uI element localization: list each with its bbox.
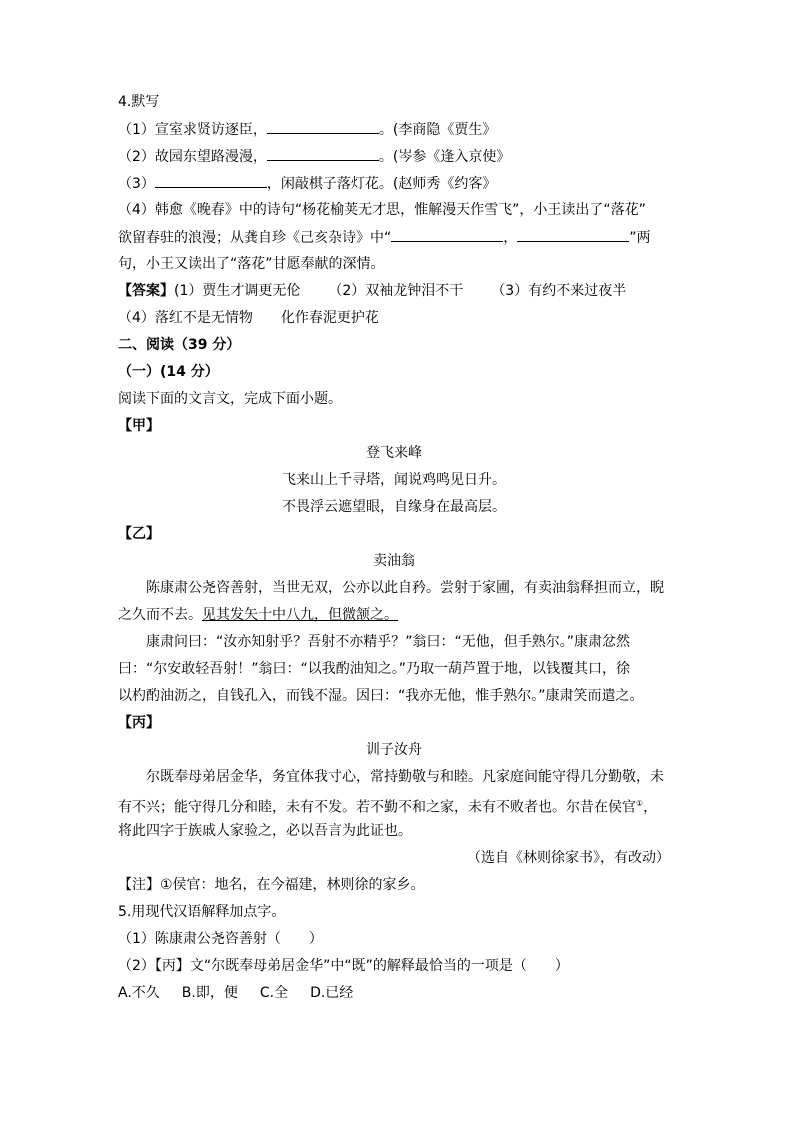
q4-item-3-source: ，闲敲棋子落灯花。(赵师秀《约客》	[266, 176, 497, 192]
answer-blank[interactable]	[155, 173, 267, 188]
q4-item-1	[118, 119, 496, 140]
answer-1: (1）贾生才调更无伦	[174, 283, 301, 299]
q4-item-4-line-1: （4）韩愈《晚春》中的诗句“杨花榆荚无才思，惟解漫天作雪飞”，小王读出了“落花”	[118, 202, 646, 218]
poem-line-1: 飞来山上千寻塔，闻说鸡鸣见日升。	[282, 472, 506, 488]
q5-title: 5.用现代汉语解释加点字。	[118, 904, 286, 920]
q4-item-4-suffix: ”两	[629, 230, 651, 246]
answer-label: 【答案】	[118, 283, 174, 299]
option-c[interactable]: C.全	[259, 985, 289, 1001]
answer-5: 化作春泥更护花	[280, 310, 379, 326]
q4-item-2-prefix: （2）故园东望路漫漫，	[118, 149, 267, 165]
q5-options	[118, 983, 353, 1003]
option-a[interactable]: A.不久	[118, 985, 160, 1001]
footnote: 【注】①侯官：地名，在今福建，林则徐的家乡。	[118, 877, 425, 893]
bing-label: 【丙】	[118, 715, 160, 731]
bing-p1-text: 有不兴；能守得几分和睦，未有不发。若不勤不和之家，未有不败者也。尔昔在侯官	[118, 799, 636, 816]
answer-blank[interactable]	[517, 227, 629, 242]
source-citation: （选自《林则徐家书》，有改动）	[467, 850, 670, 866]
answer-blank[interactable]	[391, 227, 503, 242]
yi-p1-text: 之久而不去。	[118, 607, 202, 623]
q4-item-4-line-3: 句，小王又读出了“落花”甘愿奉献的深情。	[118, 256, 385, 272]
answer-blank[interactable]	[267, 146, 379, 161]
option-b[interactable]: B.即，便	[181, 985, 238, 1001]
q4-item-3-prefix: （3）	[118, 176, 155, 192]
yi-p2-line-1: 康肃问曰：“汝亦知射乎？吾射不亦精乎？”翁曰：“无他，但手熟尔。”康肃忿然	[146, 634, 631, 650]
bing-p1-line-1: 尔既奉母弟居金华，务宜体我寸心，常持勤敬与和睦。凡家庭间能守得几分勤敬，未	[146, 769, 664, 785]
q4-item-4-line-2	[118, 227, 651, 248]
answer-2: （2）双袖龙钟泪不干	[328, 283, 464, 299]
q4-item-2	[118, 146, 510, 167]
bing-title: 训子汝舟	[366, 742, 422, 758]
yi-title: 卖油翁	[373, 553, 415, 569]
q4-answer-line-2	[118, 308, 379, 328]
q4-item-4-comma: ，	[503, 230, 518, 246]
section-2-sub-1: （一）(14 分）	[118, 364, 219, 380]
q4-item-1-source: 。(李商隐《贾生》	[378, 122, 497, 138]
yi-p2-line-2: 曰：“尔安敢轻吾射！”翁曰：“以我酌油知之。”乃取一葫芦置于地，以钱覆其口，徐	[118, 661, 631, 677]
answer-3: （3）有约不来过夜半	[491, 283, 627, 299]
section-2-title: 二、阅读（39 分）	[118, 337, 241, 353]
poem-title: 登飞来峰	[366, 445, 422, 461]
option-d[interactable]: D.已经	[310, 985, 354, 1001]
poem-line-2: 不畏浮云遮望眼，自缘身在最高层。	[282, 499, 506, 515]
q4-item-1-prefix: （1）宣室求贤访逐臣，	[118, 122, 267, 138]
q5-item-2: （2）【丙】文“尔既奉母弟居金华”中“既”的解释最恰当的一项是（ ）	[118, 958, 569, 974]
footnote-marker: ①	[636, 799, 644, 808]
yi-label: 【乙】	[118, 526, 160, 542]
answer-blank[interactable]	[267, 119, 379, 134]
answer-4: （4）落红不是无情物	[118, 310, 253, 326]
yi-p1-line-2	[118, 605, 398, 625]
bing-p1-line-3: 将此四字于族戚人家验之，必以吾言为此证也。	[118, 823, 412, 839]
bing-p1-line-2	[118, 794, 657, 818]
reading-instruction: 阅读下面的文言文，完成下面小题。	[118, 391, 342, 407]
underlined-sentence: 见其发矢十中八九，但微颔之。	[202, 607, 398, 623]
q4-item-4-prefix: 欲留春驻的浪漫；从龚自珍《己亥杂诗》中“	[118, 230, 392, 246]
q4-answer-line-1	[118, 281, 626, 301]
yi-p2-line-3: 以杓酌油沥之，自钱孔入，而钱不湿。因曰：“我亦无他，惟手熟尔。”康肃笑而遣之。	[118, 688, 644, 704]
q5-item-1: （1）陈康肃公尧咨善射（ ）	[118, 931, 323, 947]
yi-p1-line-1: 陈康肃公尧咨善射，当世无双，公亦以此自矜。尝射于家圃，有卖油翁释担而立，睨	[146, 580, 664, 596]
q4-item-2-source: 。(岑参《逢入京使》	[378, 149, 511, 165]
bing-p1-comma: ，	[643, 799, 658, 816]
jia-label: 【甲】	[118, 418, 160, 434]
q4-title: 4.默写	[118, 94, 160, 110]
q4-item-3	[118, 173, 496, 194]
